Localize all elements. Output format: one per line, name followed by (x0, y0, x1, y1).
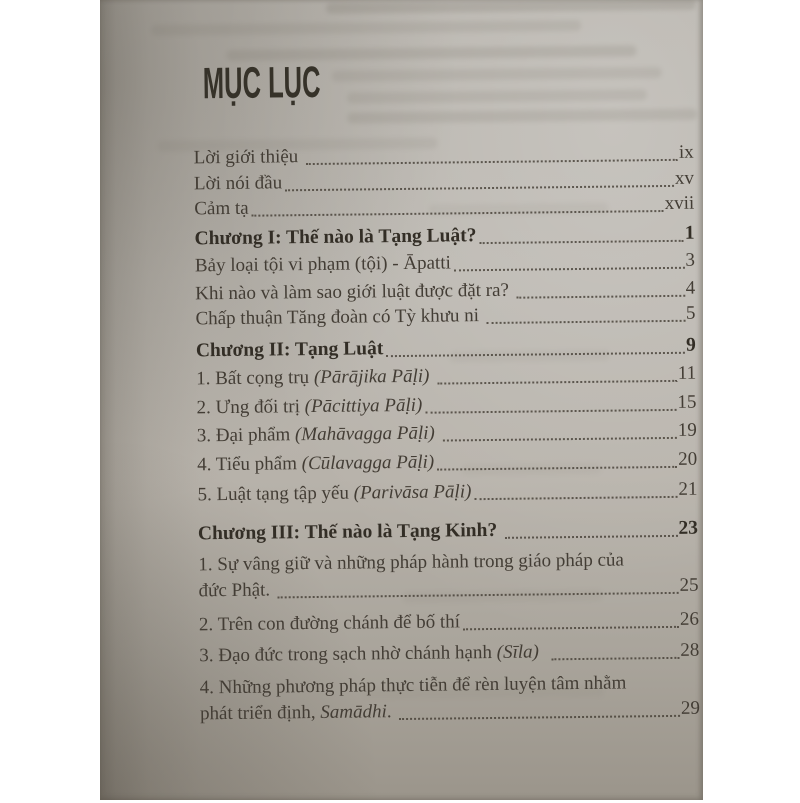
toc-entry (195, 248, 695, 280)
bleedthrough-text-ghost (326, 0, 696, 14)
toc-entry-text: Lời giới thiệu (193, 146, 304, 169)
toc-entry-pali: (Mahāvagga Pāḷi) (294, 422, 435, 446)
toc-entry-text: Chương III: Thế nào là Tạng Kinh? (197, 519, 503, 545)
dot-leader (517, 295, 685, 299)
page-title: MỤC LỤC (202, 57, 321, 109)
dot-leader (252, 210, 664, 217)
page-number: 29 (680, 697, 701, 719)
toc-entry-pali: Samādhi (320, 701, 387, 723)
page-number: xvii (664, 192, 695, 215)
toc-entry (196, 361, 696, 393)
toc-entry-text: Khi nào và làm sao giới luật được đặt ra? (195, 279, 514, 305)
dot-leader (278, 592, 679, 599)
dot-leader (437, 466, 677, 471)
paper-page (100, 0, 703, 800)
dot-leader (551, 657, 679, 660)
toc-entry (200, 670, 701, 728)
page-number: 5 (685, 302, 696, 324)
toc-entry (197, 477, 697, 509)
toc-entry-text: Chương I: Thế nào là Tạng Luật? (194, 225, 477, 250)
toc-entry (196, 390, 696, 422)
dot-leader (399, 715, 680, 720)
page-number: 1 (684, 222, 695, 244)
toc-entry-text: 1. Bất cọng trụ (196, 366, 314, 390)
page-number: 20 (678, 448, 698, 470)
toc-entry-text: 2. Trên con đường chánh để bố thí (198, 611, 461, 636)
toc-entry-text: 3. Đại phẩm (196, 424, 296, 447)
toc-entry (198, 547, 699, 605)
dot-leader (443, 437, 677, 442)
toc-entry-text: đức Phật. (198, 579, 275, 602)
toc-entry (195, 301, 695, 333)
bleedthrough-text-ghost (347, 89, 647, 103)
toc-entry-text: 3. Đạo đức trong sạch nhờ chánh hạnh (199, 641, 497, 667)
page-number: 25 (679, 574, 699, 596)
toc-entry (197, 447, 697, 479)
bleedthrough-text-ghost (347, 109, 697, 124)
dot-leader (474, 496, 677, 500)
page-number: 21 (678, 478, 698, 500)
dot-leader (437, 380, 677, 385)
toc-entry (197, 418, 697, 450)
dot-leader (285, 185, 674, 191)
dot-leader (480, 240, 684, 244)
toc-entry-text: Cảm tạ (194, 197, 249, 220)
page-number: 23 (678, 517, 699, 539)
toc-entry-text: . (386, 701, 397, 723)
toc-entry-text: Chương II: Tạng Luật (195, 338, 384, 362)
toc-entry-pali: (Cūlavagga Pāḷi) (301, 451, 435, 475)
page-number: 28 (680, 639, 700, 661)
page-number: 15 (677, 391, 697, 413)
page-number: 26 (679, 608, 700, 630)
toc-entry (199, 607, 699, 639)
dot-leader (463, 626, 679, 630)
toc-entry-text: Lời nói đầu (193, 172, 283, 195)
page-number: 9 (685, 334, 696, 356)
toc-entry-text (435, 421, 440, 447)
dot-leader (487, 320, 685, 324)
toc-entry-text: 5. Luật tạng tập yếu (197, 482, 354, 506)
toc-entry (199, 638, 699, 670)
bleedthrough-text-ghost (151, 20, 581, 36)
page-number: 4 (685, 277, 696, 299)
toc-entry-text: 4. Tiểu phẩm (197, 453, 302, 476)
toc-entry (194, 191, 694, 223)
dot-leader (425, 409, 676, 414)
toc-entry-text: 4. Những phương pháp thực tiễn để rèn luyện tâm nhằm (199, 672, 627, 699)
toc-entry-text: Bảy loại tội vi phạm (tội) - Āpatti (194, 252, 451, 277)
dot-leader (386, 352, 685, 357)
toc-entry-pali: (Pārājika Pāḷi) (313, 365, 430, 388)
toc-entry-pali: (Parivāsa Pāḷi) (353, 481, 472, 504)
page-number: 11 (677, 362, 697, 384)
toc-entry (196, 333, 696, 365)
toc-entry-text (429, 364, 434, 390)
toc-entry-pali: (Pācittiya Pāḷi) (304, 394, 423, 418)
dot-leader (306, 159, 678, 165)
page-number: 3 (685, 249, 696, 271)
dot-leader (454, 267, 685, 272)
toc-entry-text: Chấp thuận Tăng đoàn có Tỳ khưu ni (195, 305, 484, 330)
page-number: ix (678, 141, 694, 163)
dot-leader (505, 535, 677, 539)
toc-entry-pali: (Sīla) (496, 641, 540, 663)
toc-entry-text (539, 639, 549, 665)
toc-entry-text: 2. Ưng đối trị (196, 396, 305, 419)
page-number: 19 (677, 419, 697, 441)
page-number: xv (674, 167, 695, 189)
toc-entry (198, 516, 698, 548)
toc-entry-text: 1. Sự vâng giữ và những pháp hành trong giáo pháp của (198, 549, 624, 576)
bleedthrough-text-ghost (332, 67, 662, 82)
page-content (96, 0, 708, 803)
toc-entry-text: phát triển định, (199, 701, 321, 725)
